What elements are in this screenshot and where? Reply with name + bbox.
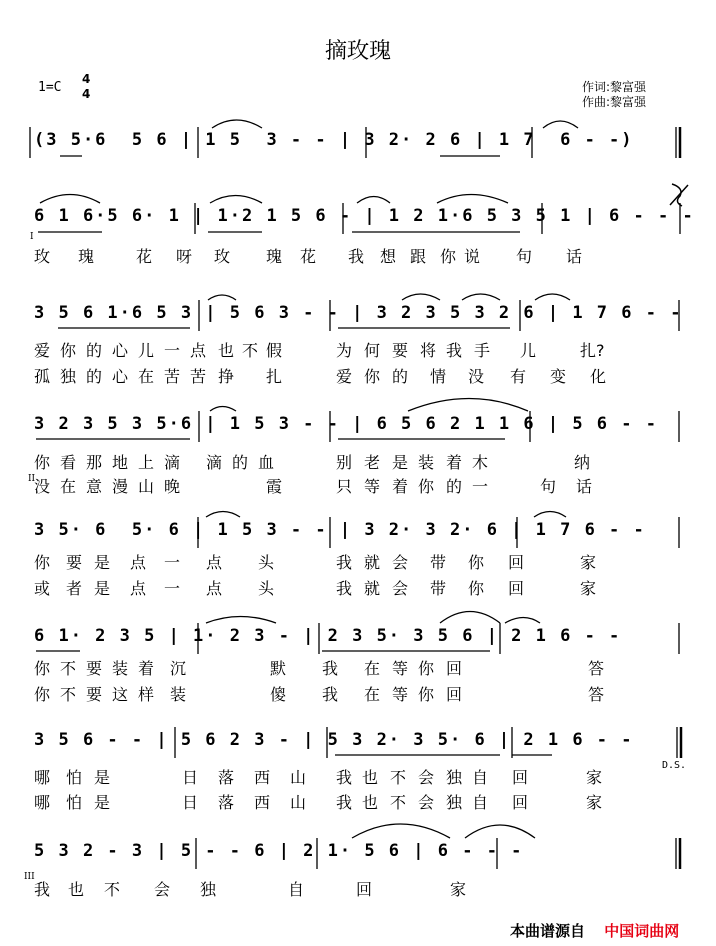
lyric-char: 要 xyxy=(392,341,409,360)
lyric-char: 点 xyxy=(206,553,223,572)
lyric-char: 自 xyxy=(472,768,489,787)
lyric-char: 将 xyxy=(420,341,437,360)
key-signature: 1=C xyxy=(38,80,62,95)
notation-row-8: 5 3 2 - 3 | 5 - - 6 | 2 1· 5 6 | 6 - - - xyxy=(34,841,524,861)
lyric-char: 我 xyxy=(336,553,353,572)
lyric-char: 山 xyxy=(138,477,155,496)
lyric-char: 一 xyxy=(472,477,489,496)
notation-row-3: 3 5 6 1·6 5 3 | 5 6 3 - - | 3 2 3 5 3 2 6 | 1 7 6 - - xyxy=(34,303,683,323)
lyric-char: 带 xyxy=(430,579,447,598)
lyric-char: 你 xyxy=(468,579,485,598)
lyric-char: 样 xyxy=(138,685,155,704)
lyric-char: 山 xyxy=(290,768,307,787)
lyric-char: 回 xyxy=(446,685,463,704)
lyric-char: 的 xyxy=(392,367,409,386)
lyric-char: 你 xyxy=(418,659,435,678)
lyric-char: 家 xyxy=(580,579,597,598)
lyric-char: 西 xyxy=(254,768,271,787)
lyric-char: 说 xyxy=(464,247,481,266)
lyric-char: 的 xyxy=(86,341,103,360)
lyric-char: 这 xyxy=(112,685,129,704)
lyric-char: 等 xyxy=(392,659,409,678)
lyric-char: 的 xyxy=(232,453,249,472)
lyric-char: 会 xyxy=(418,793,435,812)
lyric-char: 你 xyxy=(34,553,51,572)
lyric-char: 装 xyxy=(112,659,129,678)
lyric-char: 一 xyxy=(164,553,181,572)
lyric-char: 花 xyxy=(300,247,317,266)
lyric-char: 我 xyxy=(34,880,51,899)
lyric-char: 瑰 xyxy=(78,247,95,266)
lyric-char: 苦 xyxy=(190,367,207,386)
time-signature-bottom: 4 xyxy=(82,87,91,101)
lyric-char: 扎? xyxy=(580,341,605,360)
lyric-char: 纳 xyxy=(574,453,591,472)
lyric-char: 回 xyxy=(356,880,373,899)
lyric-char: 是 xyxy=(94,579,111,598)
lyric-char: 回 xyxy=(446,659,463,678)
lyric-char: 答 xyxy=(588,685,605,704)
lyric-char: 点 xyxy=(190,341,207,360)
lyric-char: 你 xyxy=(34,453,51,472)
lyric-char: 地 xyxy=(112,453,129,472)
lyric-char: 或 xyxy=(34,579,51,598)
lyric-char: 不 xyxy=(104,880,121,899)
lyric-char: 等 xyxy=(392,685,409,704)
lyric-char: 不 xyxy=(242,341,259,360)
lyric-char: 孤 xyxy=(34,367,51,386)
lyric-char: 玫 xyxy=(34,247,51,266)
lyric-char: 变 xyxy=(550,367,567,386)
footer-source-label: 本曲谱源自 xyxy=(510,922,586,940)
lyric-char: 想 xyxy=(380,247,397,266)
lyric-char: 挣 xyxy=(218,367,235,386)
lyric-char: 等 xyxy=(364,477,381,496)
section-marker-1: I xyxy=(30,232,34,242)
lyric-char: 心 xyxy=(112,341,129,360)
lyric-char: 是 xyxy=(94,793,111,812)
time-signature-top: 4 xyxy=(82,72,91,86)
lyric-char: 装 xyxy=(170,685,187,704)
lyric-char: 句 xyxy=(540,477,557,496)
lyric-char: 回 xyxy=(512,768,529,787)
lyric-char: 在 xyxy=(364,685,381,704)
lyric-char: 血 xyxy=(258,453,275,472)
lyric-char: 滴 xyxy=(206,453,223,472)
lyric-char: 家 xyxy=(586,793,603,812)
lyric-char: 头 xyxy=(258,579,275,598)
lyric-char: 瑰 xyxy=(266,247,283,266)
lyric-char: 情 xyxy=(430,367,447,386)
lyric-char: 你 xyxy=(418,685,435,704)
lyric-char: 你 xyxy=(60,341,77,360)
lyric-char: 傻 xyxy=(270,685,287,704)
lyric-char: 要 xyxy=(66,553,83,572)
lyric-char: 的 xyxy=(446,477,463,496)
lyric-char: 独 xyxy=(60,367,77,386)
lyric-char: 独 xyxy=(446,793,463,812)
lyric-char: 是 xyxy=(392,453,409,472)
lyric-char: 霞 xyxy=(266,477,283,496)
lyric-char: 会 xyxy=(392,579,409,598)
lyric-char: 滴 xyxy=(164,453,181,472)
lyric-char: 你 xyxy=(468,553,485,572)
lyric-char: 在 xyxy=(138,367,155,386)
lyric-char: 默 xyxy=(270,659,287,678)
notation-row-5: 3 5· 6 5· 6 | 1 5 3 - - | 3 2· 3 2· 6 | 1 7 6 - - xyxy=(34,520,646,540)
lyric-char: 我 xyxy=(336,579,353,598)
lyric-char: 有 xyxy=(510,367,527,386)
lyric-char: 苦 xyxy=(164,367,181,386)
lyric-char: 不 xyxy=(60,659,77,678)
lyric-char: 花 xyxy=(136,247,153,266)
lyric-char: 何 xyxy=(364,341,381,360)
lyric-char: 也 xyxy=(362,793,379,812)
lyric-char: 自 xyxy=(288,880,305,899)
lyric-char: 老 xyxy=(364,453,381,472)
lyric-char: 自 xyxy=(472,793,489,812)
lyric-char: 爱 xyxy=(34,341,51,360)
notation-row-1: (3 5·6 5 6 | 1 5 3 - - | 3 2· 2 6 | 1 7 6 - -) xyxy=(34,130,634,150)
lyric-char: 儿 xyxy=(138,341,155,360)
lyric-char: 着 xyxy=(446,453,463,472)
lyric-char: 哪 xyxy=(34,768,51,787)
song-title: 摘玫瑰 xyxy=(324,39,391,64)
lyric-char: 那 xyxy=(86,453,103,472)
lyric-char: 山 xyxy=(290,793,307,812)
lyric-char: 就 xyxy=(364,553,381,572)
section-marker-3: III xyxy=(24,872,35,882)
lyric-char: 跟 xyxy=(410,247,427,266)
notation-row-4: 3 2 3 5 3 5·6 | 1 5 3 - - | 6 5 6 2 1 1 6 | 5 6 - - xyxy=(34,414,658,434)
lyric-char: 独 xyxy=(200,880,217,899)
footer-site-name: 中国词曲网 xyxy=(604,922,680,940)
lyric-char: 句 xyxy=(516,247,533,266)
lyric-char: 只 xyxy=(336,477,353,496)
lyric-char: 也 xyxy=(68,880,85,899)
lyric-char: 回 xyxy=(508,579,525,598)
lyric-char: 意 xyxy=(86,477,103,496)
lyric-char: 点 xyxy=(130,553,147,572)
lyric-char: 你 xyxy=(34,685,51,704)
lyric-char: 话 xyxy=(576,477,593,496)
lyric-char: 你 xyxy=(440,247,457,266)
ds-mark: D.S. xyxy=(662,760,687,771)
lyric-char: 手 xyxy=(474,341,491,360)
lyric-char: 上 xyxy=(138,453,155,472)
lyric-char: 别 xyxy=(336,453,353,472)
composer-credit: 作曲:黎富强 xyxy=(582,95,647,109)
lyric-char: 一 xyxy=(164,341,181,360)
lyric-char: 点 xyxy=(206,579,223,598)
lyric-char: 不 xyxy=(390,768,407,787)
lyric-char: 化 xyxy=(590,367,607,386)
lyric-char: 会 xyxy=(418,768,435,787)
lyric-char: 爱 xyxy=(336,367,353,386)
lyric-char: 西 xyxy=(254,793,271,812)
lyric-char: 怕 xyxy=(66,793,83,812)
lyric-char: 答 xyxy=(588,659,605,678)
lyric-char: 一 xyxy=(164,579,181,598)
lyric-char: 着 xyxy=(392,477,409,496)
lyric-char: 没 xyxy=(468,367,485,386)
lyric-char: 我 xyxy=(446,341,463,360)
lyric-char: 也 xyxy=(362,768,379,787)
lyric-char: 者 xyxy=(66,579,83,598)
lyric-char: 你 xyxy=(364,367,381,386)
lyric-char: 我 xyxy=(336,793,353,812)
lyric-char: 晚 xyxy=(164,477,181,496)
lyric-char: 话 xyxy=(566,247,583,266)
footer xyxy=(510,920,679,941)
lyric-char: 会 xyxy=(154,880,171,899)
lyric-char: 点 xyxy=(130,579,147,598)
lyric-char: 的 xyxy=(86,367,103,386)
lyric-char: 带 xyxy=(430,553,447,572)
lyricist-credit: 作词:黎富强 xyxy=(582,80,647,94)
lyric-char: 会 xyxy=(392,553,409,572)
lyric-char: 没 xyxy=(34,477,51,496)
lyric-char: 头 xyxy=(258,553,275,572)
lyric-char: 家 xyxy=(450,880,467,899)
lyric-char: 就 xyxy=(364,579,381,598)
lyric-char: 不 xyxy=(390,793,407,812)
lyric-char: 呀 xyxy=(176,247,193,266)
lyric-char: 你 xyxy=(34,659,51,678)
lyric-char: 日 xyxy=(182,793,199,812)
lyric-char: 漫 xyxy=(112,477,129,496)
lyric-char: 回 xyxy=(512,793,529,812)
lyric-char: 也 xyxy=(218,341,235,360)
lyric-char: 扎 xyxy=(266,367,283,386)
lyric-char: 落 xyxy=(218,793,235,812)
lyric-char: 沉 xyxy=(170,659,187,678)
lyric-char: 装 xyxy=(418,453,435,472)
lyric-char: 要 xyxy=(86,685,103,704)
lyric-char: 怕 xyxy=(66,768,83,787)
lyric-char: 在 xyxy=(364,659,381,678)
lyric-char: 儿 xyxy=(520,341,537,360)
lyric-char: 落 xyxy=(218,768,235,787)
notation-row-7: 3 5 6 - - | 5 6 2 3 - | 5 3 2· 3 5· 6 | 2 1 6 - - xyxy=(34,730,634,750)
lyric-char: 我 xyxy=(322,685,339,704)
lyric-char: 假 xyxy=(266,341,283,360)
lyric-char: 为 xyxy=(336,341,353,360)
lyric-char: 家 xyxy=(586,768,603,787)
lyric-char: 要 xyxy=(86,659,103,678)
lyric-char: 家 xyxy=(580,553,597,572)
lyric-char: 我 xyxy=(336,768,353,787)
lyric-char: 着 xyxy=(138,659,155,678)
lyric-char: 木 xyxy=(472,453,489,472)
lyric-char: 独 xyxy=(446,768,463,787)
notation-row-2: 6 1 6·5 6· 1 | 1·2 1 5 6 - | 1 2 1·6 5 3 5 1 | 6 - - - xyxy=(34,206,695,226)
lyric-char: 是 xyxy=(94,553,111,572)
lyric-char: 回 xyxy=(508,553,525,572)
lyric-char: 日 xyxy=(182,768,199,787)
lyric-char: 不 xyxy=(60,685,77,704)
lyric-char: 我 xyxy=(348,247,365,266)
lyric-char: 心 xyxy=(112,367,129,386)
lyric-char: 玫 xyxy=(214,247,231,266)
lyric-char: 哪 xyxy=(34,793,51,812)
notation-row-6: 6 1· 2 3 5 | 1· 2 3 - | 2 3 5· 3 5 6 | 2 1 6 - - xyxy=(34,626,622,646)
section-marker-2: II xyxy=(28,474,36,484)
lyric-char: 是 xyxy=(94,768,111,787)
lyric-char: 我 xyxy=(322,659,339,678)
lyric-char: 在 xyxy=(60,477,77,496)
lyric-char: 你 xyxy=(418,477,435,496)
lyric-char: 看 xyxy=(60,453,77,472)
